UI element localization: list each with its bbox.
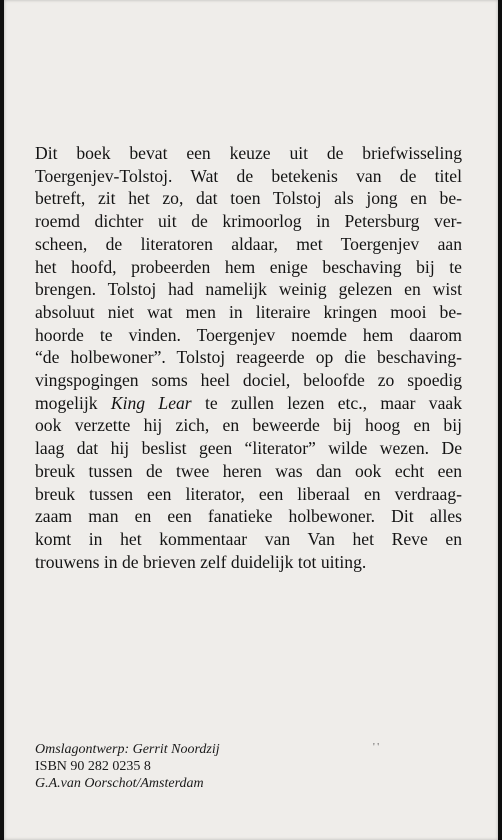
- blurb-line: “de holbewoner”. Tolstoj reageerde op die beschaving-: [35, 347, 462, 368]
- stray-mark: ' ': [373, 742, 380, 753]
- blurb-line: betreft, zit het zo, dat toen Tolstoj als jong en be-: [35, 188, 462, 209]
- book-back-cover: [4, 0, 498, 840]
- blurb-line: ook verzette hij zich, en beweerde bij hoog en bij: [35, 415, 462, 436]
- blurb-line: hoorde te vinden. Toergenjev noemde hem daarom: [35, 324, 462, 345]
- blurb-line: breuk tussen een literator, een liberaal en verdraag-: [35, 483, 462, 504]
- blurb-line: roemd dichter uit de krimoorlog in Petersburg ver-: [35, 211, 462, 232]
- cover-design-credit: Omslagontwerp: Gerrit Noordzij: [35, 742, 220, 757]
- blurb-line: laag dat hij beslist geen “literator” wilde wezen. De: [35, 438, 462, 459]
- blurb-line: zaam man en een fanatieke holbewoner. Dit alles: [35, 506, 462, 527]
- blurb-line: absoluut niet wat men in literaire kringen mooi be-: [35, 301, 462, 322]
- blurb-line: Toergenjev-Tolstoj. Wat de betekenis van de titel: [35, 165, 462, 186]
- blurb-line: Dit boek bevat een keuze uit de briefwisseling: [35, 143, 462, 163]
- blurb-text-run: te zullen lezen etc., maar vaak: [191, 392, 463, 413]
- blurb-line: breuk tussen de twee heren was dan ook echt een: [35, 460, 462, 481]
- blurb-text-run: mogelijk: [35, 392, 111, 413]
- publisher-line: G.A.van Oorschot/Amsterdam: [35, 776, 204, 791]
- blurb-text: [35, 142, 462, 573]
- blurb-line: brengen. Tolstoj had namelijk weinig gelezen en wist: [35, 279, 462, 300]
- isbn-line: ISBN 90 282 0235 8: [35, 759, 151, 774]
- scan-edge-left: [0, 0, 4, 840]
- colophon: [35, 741, 220, 792]
- scan-edge-right: [498, 0, 502, 840]
- blurb-line: scheen, de literatoren aldaar, met Toergenjev aan: [35, 233, 462, 254]
- blurb-line: trouwens in de brieven zelf duidelijk tot uiting.: [35, 551, 367, 572]
- blurb-line: vingspogingen soms heel dociel, beloofde zo spoedig: [35, 370, 462, 391]
- blurb-line: [35, 392, 462, 415]
- blurb-line: het hoofd, probeerden hem enige beschaving bij te: [35, 256, 462, 277]
- book-title-king-lear: King Lear: [110, 392, 192, 413]
- blurb-line: komt in het kommentaar van Van het Reve en: [35, 528, 462, 549]
